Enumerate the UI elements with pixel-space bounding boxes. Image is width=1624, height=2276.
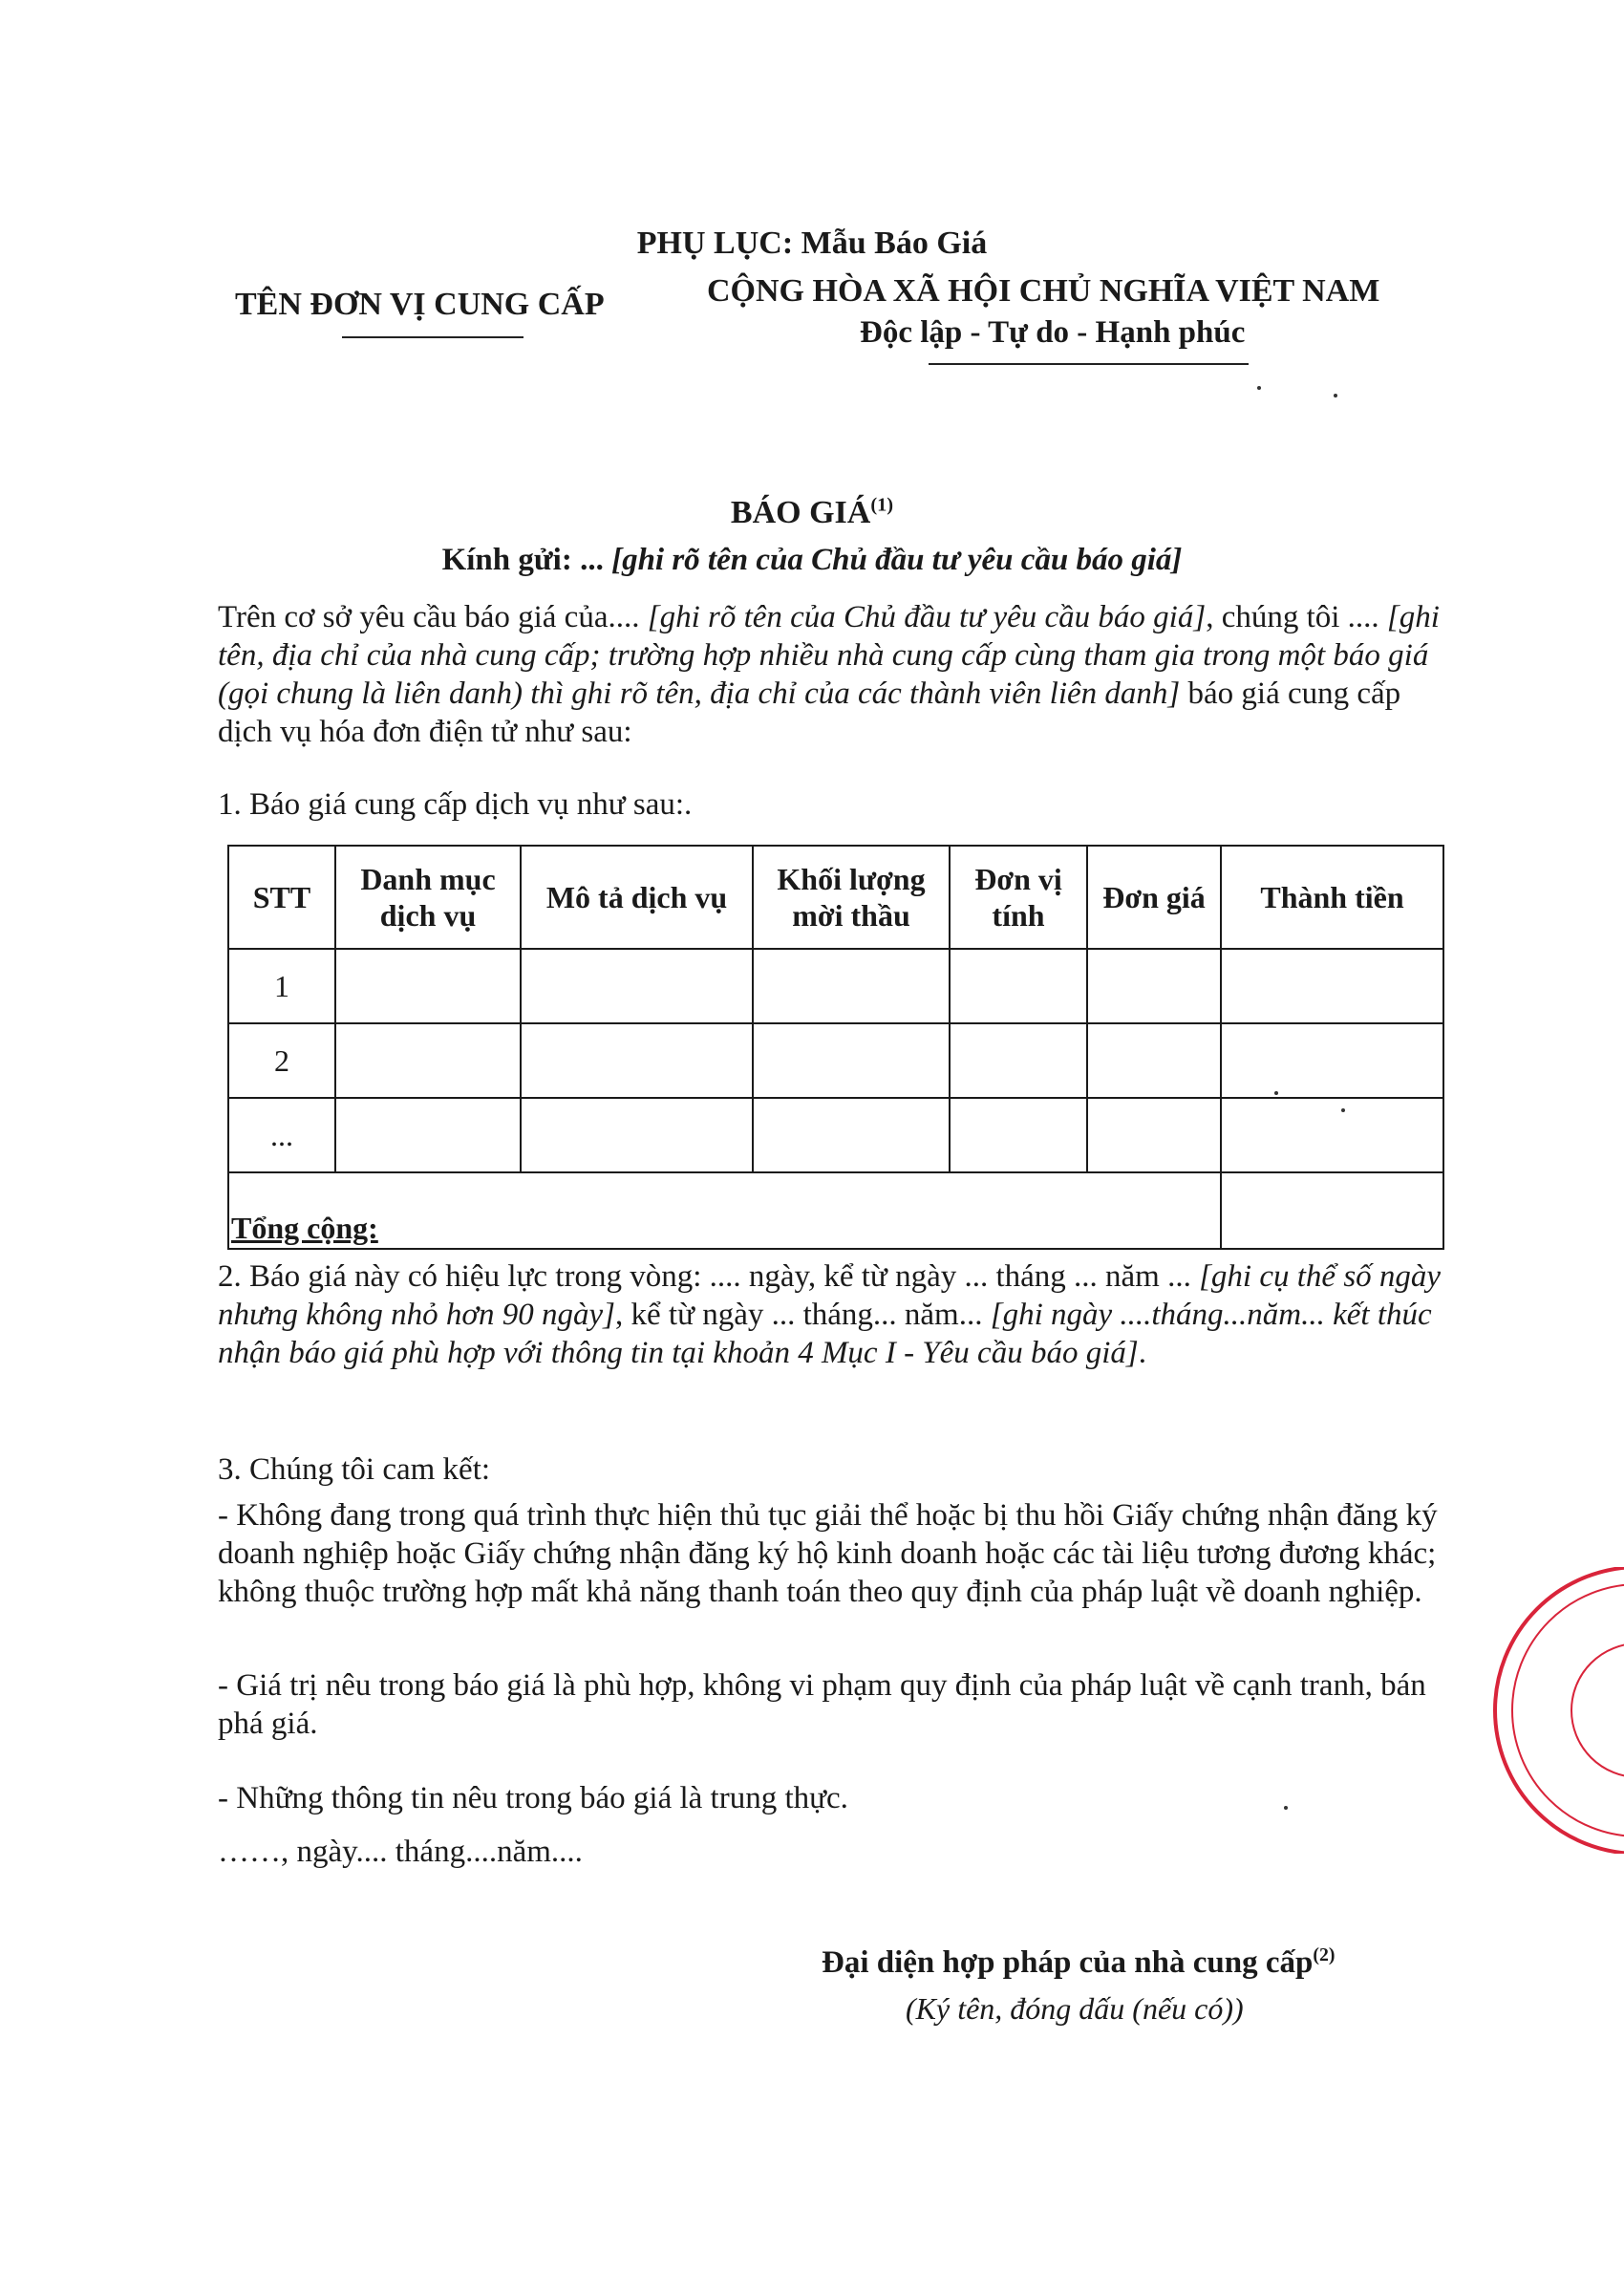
quote-title-text: BÁO GIÁ [730, 495, 871, 530]
table-cell[interactable] [335, 1023, 521, 1098]
commitment-2: - Giá trị nêu trong báo giá là phù hợp, không vi phạm quy định của pháp luật về cạnh tranh, bán phá giá. [218, 1668, 1426, 1741]
footnote-marker-2: (2) [1313, 1944, 1336, 1965]
table-row [228, 949, 1443, 1023]
scan-speck [1334, 394, 1337, 397]
section-1-heading: 1. Báo giá cung cấp dịch vụ như sau:. [218, 787, 693, 822]
table-cell[interactable] [521, 1098, 753, 1172]
scan-speck [1341, 1108, 1345, 1112]
header-unit: Đơn vị tính [950, 846, 1087, 949]
header-unit-price: Đơn giá [1087, 846, 1221, 949]
table-cell[interactable] [753, 1098, 950, 1172]
recipient-line [0, 543, 1624, 578]
motto-underline [929, 363, 1249, 365]
supplier-unit-name: TÊN ĐƠN VỊ CUNG CẤP [235, 287, 605, 322]
scan-speck [1284, 1806, 1288, 1810]
appendix-title: PHỤ LỤC: Mẫu Báo Giá [636, 225, 988, 261]
quote-title [0, 495, 1624, 531]
quote-table [227, 845, 1444, 1250]
scan-speck [1257, 386, 1261, 390]
row-number: 2 [228, 1023, 335, 1098]
national-motto: Độc lập - Tự do - Hạnh phúc [860, 315, 1246, 350]
validity-hint-1: [ghi cụ thể số ngày nhưng không nhỏ hơn 90 ngày] [218, 1259, 1442, 1332]
intro-text-2: , chúng tôi .... [1206, 600, 1387, 634]
table-cell[interactable] [521, 949, 753, 1023]
intro-paragraph [218, 598, 1450, 751]
intro-text-3: báo giá cung cấp dịch vụ hóa đơn điện tử như sau: [218, 676, 1401, 749]
header-service-description: Mô tả dịch vụ [521, 846, 753, 949]
table-cell[interactable] [1087, 1098, 1221, 1172]
header-quantity: Khối lượng mời thầu [753, 846, 950, 949]
unit-name-underline [342, 336, 524, 338]
table-cell[interactable] [753, 949, 950, 1023]
row-number: 1 [228, 949, 335, 1023]
table-row [228, 1023, 1443, 1098]
signature-note: (Ký tên, đóng dấu (nếu có)) [906, 1991, 1244, 2026]
intro-hint-2: [ghi tên, địa chỉ của nhà cung cấp; trường hợp nhiều nhà cung cấp cùng tham gia trong một báo giá (gọi chung là liên danh) thì ghi rõ tên, địa chỉ của các thành viên liên danh] [218, 600, 1440, 711]
commitment-1: - Không đang trong quá trình thực hiện thủ tục giải thể hoặc bị thu hồi Giấy chứng nhận đăng ký doanh nghiệp hoặc Giấy chứng nhận đăng ký hộ kinh doanh hoặc các tài liệu tương đương khác; không thuộc trường hợp mất khả năng thanh toán theo quy định của pháp luật về doanh nghiệp. [218, 1498, 1438, 1609]
recipient-hint: [ghi rõ tên của Chủ đầu tư yêu cầu báo giá] [603, 543, 1183, 577]
table-cell[interactable] [521, 1023, 753, 1098]
table-cell[interactable] [950, 1023, 1087, 1098]
header-service-category: Danh mục dịch vụ [335, 846, 521, 949]
table-cell[interactable] [950, 1098, 1087, 1172]
table-total-row [228, 1172, 1443, 1249]
table-cell[interactable] [335, 949, 521, 1023]
table-cell[interactable] [1087, 1023, 1221, 1098]
table-row [228, 1098, 1443, 1172]
table-cell[interactable] [1221, 949, 1443, 1023]
validity-text-2: , kể từ ngày ... tháng... năm... [615, 1298, 991, 1332]
table-cell[interactable] [1221, 1023, 1443, 1098]
table-cell[interactable] [1087, 949, 1221, 1023]
validity-text-3: . [1138, 1336, 1146, 1370]
commitment-3: - Những thông tin nêu trong báo giá là trung thực. [218, 1781, 848, 1815]
signature-title-text: Đại diện hợp pháp của nhà cung cấp [822, 1945, 1314, 1980]
section-2-paragraph [218, 1257, 1450, 1372]
total-amount-cell[interactable] [1221, 1172, 1443, 1249]
signature-title [822, 1945, 1335, 1981]
header-stt: STT [228, 846, 335, 949]
intro-text-1: Trên cơ sở yêu cầu báo giá của.... [218, 600, 648, 634]
scan-speck [1274, 1091, 1278, 1095]
red-stamp-seal [1462, 1567, 1624, 1854]
table-cell[interactable] [335, 1098, 521, 1172]
row-number: ... [228, 1098, 335, 1172]
section-3-heading: 3. Chúng tôi cam kết: [218, 1452, 491, 1487]
intro-hint-1: [ghi rõ tên của Chủ đầu tư yêu cầu báo giá] [647, 600, 1207, 634]
table-header-row [228, 846, 1443, 949]
national-title: CỘNG HÒA XÃ HỘI CHỦ NGHĨA VIỆT NAM [707, 273, 1380, 309]
date-line: ……, ngày.... tháng....năm.... [218, 1835, 583, 1869]
recipient-label: Kính gửi: ... [441, 543, 604, 577]
footnote-marker-1: (1) [870, 494, 894, 516]
header-amount: Thành tiền [1221, 846, 1443, 949]
table-cell[interactable] [753, 1023, 950, 1098]
total-label: Tổng cộng: [228, 1172, 1221, 1249]
table-cell[interactable] [950, 949, 1087, 1023]
validity-text-1: 2. Báo giá này có hiệu lực trong vòng: .... ngày, kể từ ngày ... tháng ... năm ... [218, 1259, 1200, 1294]
validity-hint-2: [ghi ngày ....tháng...năm... kết thúc nhận báo giá phù hợp với thông tin tại khoản 4 Mục I - Yêu cầu báo giá] [218, 1298, 1432, 1370]
table-cell[interactable] [1221, 1098, 1443, 1172]
